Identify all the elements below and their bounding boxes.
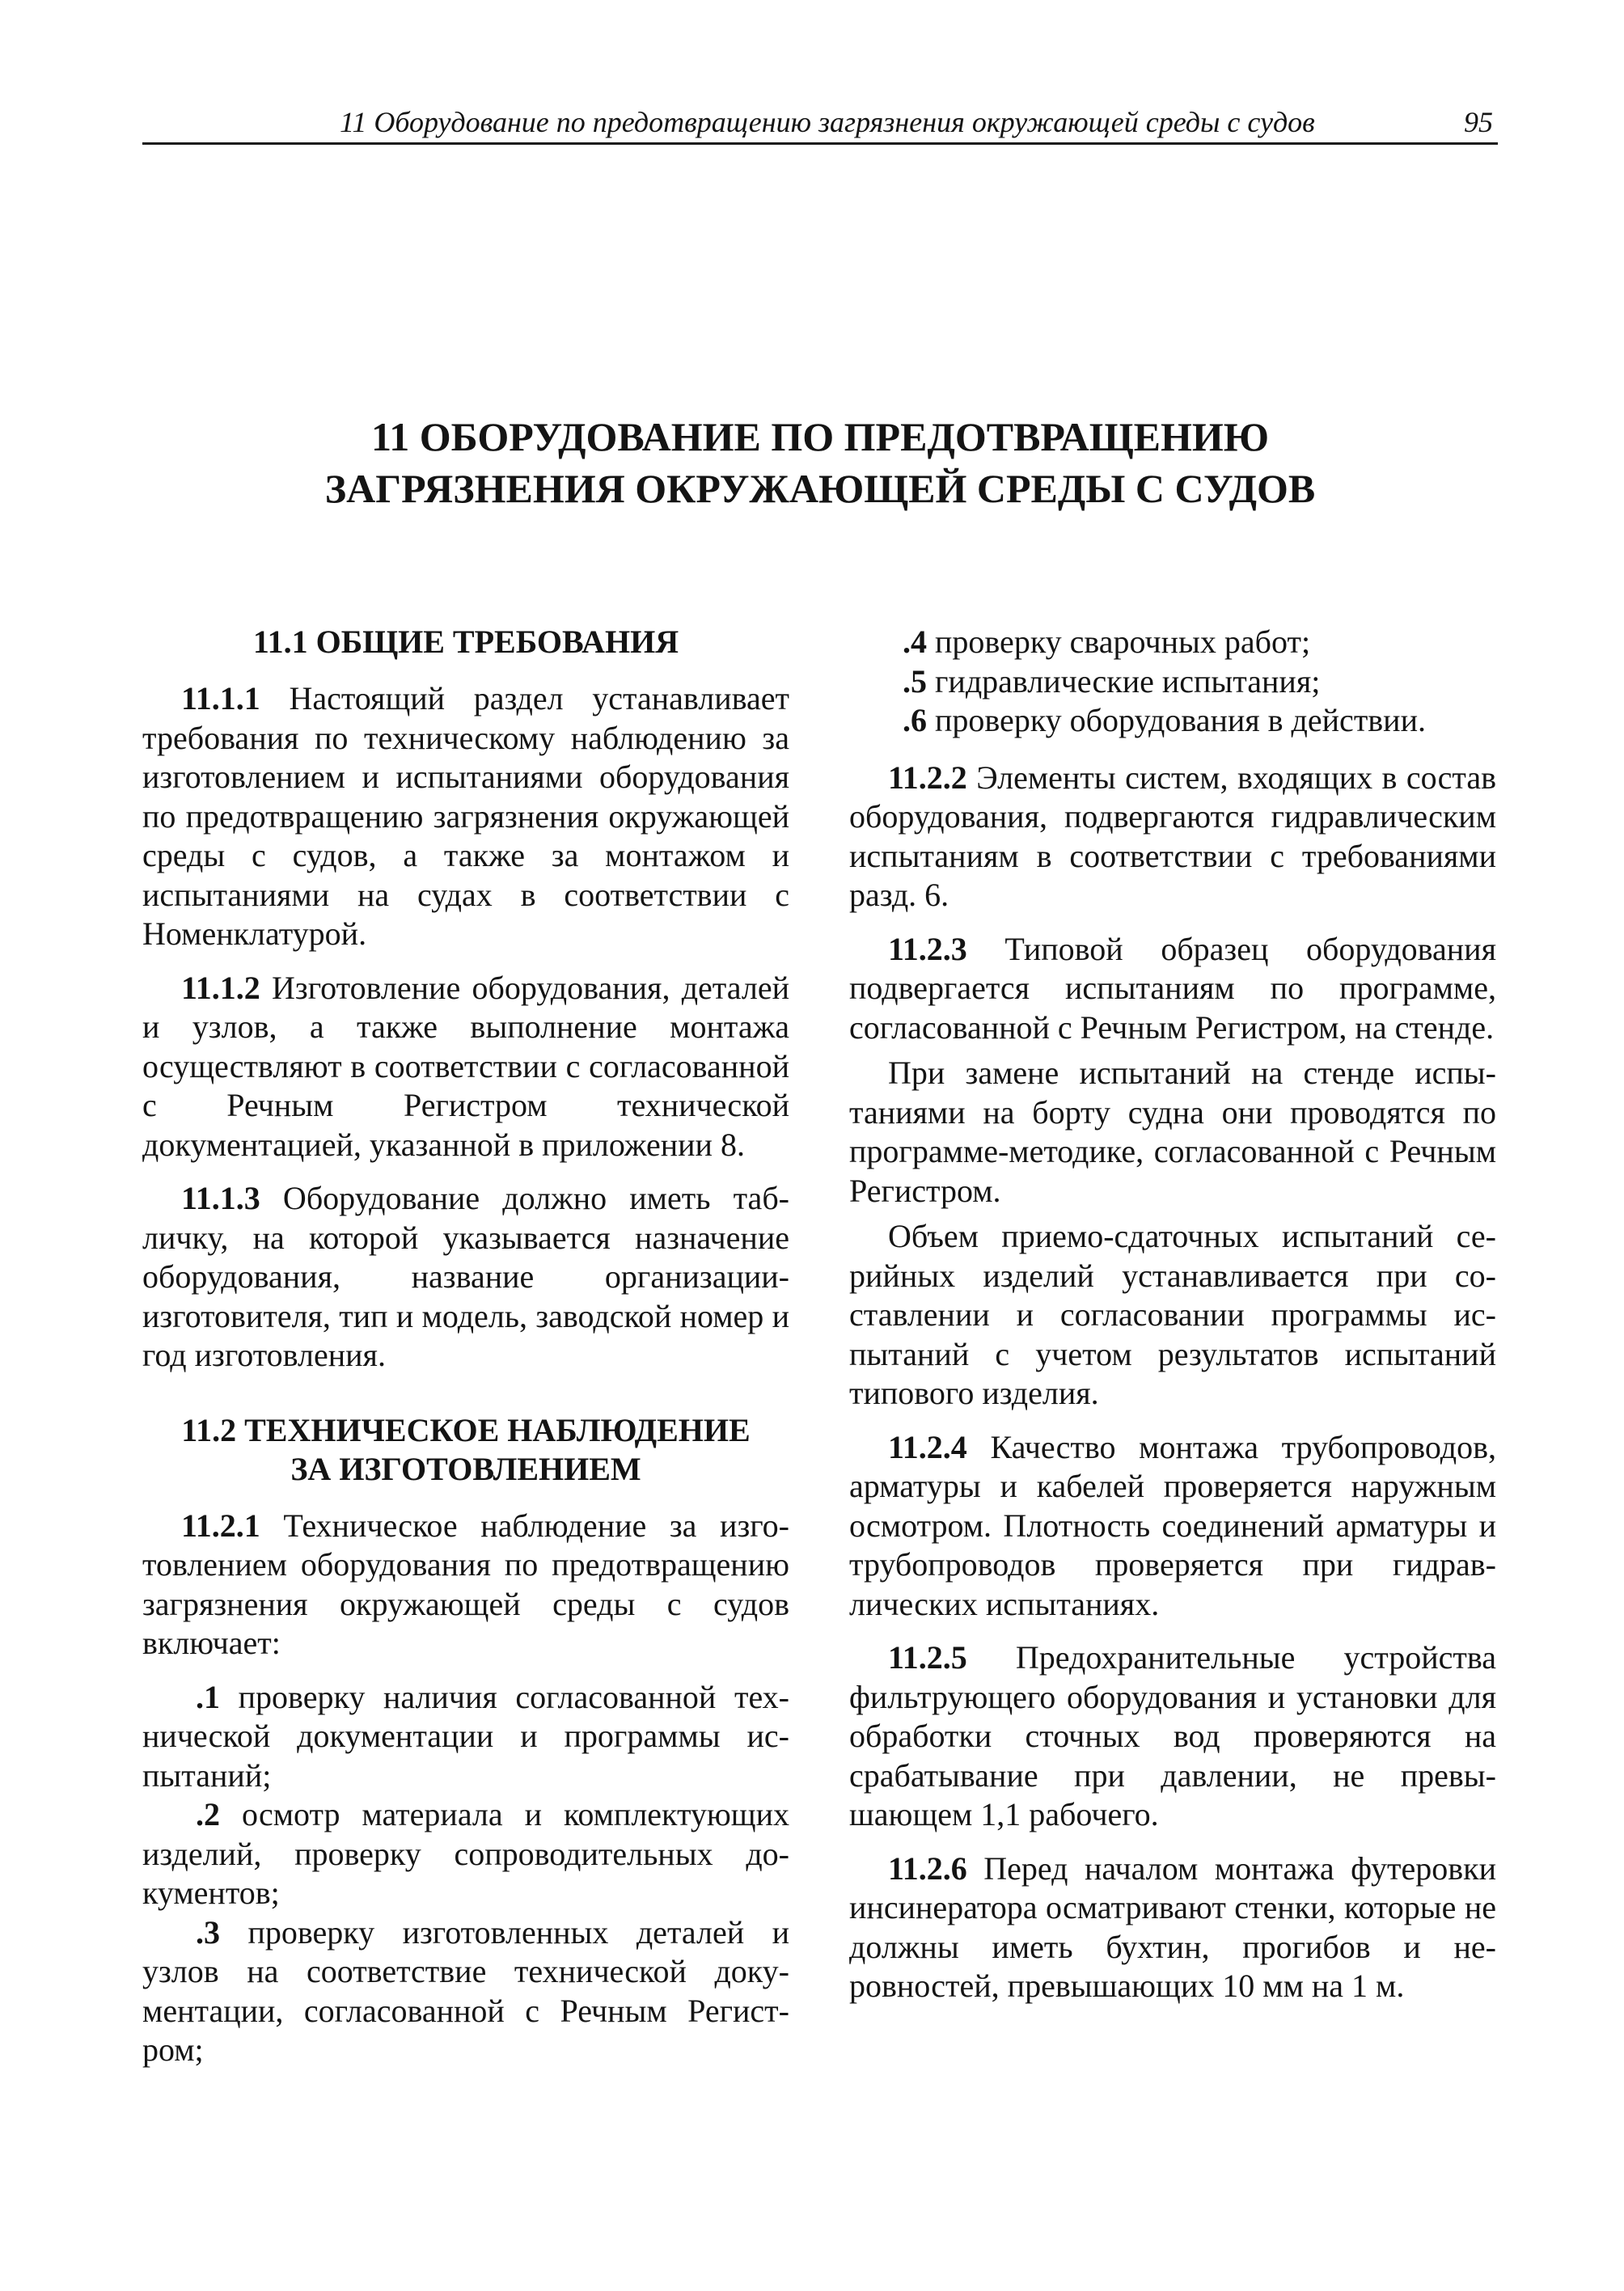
list-item-4 [849,623,1496,662]
clause-number: 11.2.2 [888,759,967,796]
section-heading-11-2-line-2: ЗА ИЗГОТОВЛЕНИЕМ [290,1450,641,1487]
paragraph-11-2-3-continuation-1: При замене испытаний на стенде испытаниями на борту судна они проводятся по программе-методике, согласованной с Речным Регистром. [849,1055,1496,1209]
list-item-text: проверку оборудования в действии. [927,702,1426,738]
list-item-number: .5 [903,662,927,700]
paragraph-11-2-3 [849,930,1496,1048]
clause-text: Оборудование должно иметь табличку, на которой указывается назначение оборудования, название организации-изготовителя, тип и модель, заводской номер и год изготовления. [142,1180,789,1373]
paragraph-11-2-6 [849,1849,1496,2006]
chapter-title [142,411,1498,514]
list-item-number: .4 [903,623,927,660]
clause-text: Настоящий раздел устанавливает требования по техническому наблюдению за изготовлением и испытаниями оборудования по предотвращению загрязнения окружающей среды с судов, а также за монтажом и испытаниями на судах в соответствии с Номенклатурой. [142,680,789,952]
clause-number: 11.2.5 [888,1639,967,1676]
clause-number: 11.1.1 [181,680,260,716]
list-item-6 [849,701,1496,741]
right-column [849,623,1496,2021]
running-header [142,102,1498,145]
left-column [142,623,789,2070]
paragraph-11-2-5 [849,1638,1496,1835]
clause-number: 11.2.1 [181,1507,260,1544]
clause-number: 11.2.4 [888,1428,967,1465]
clause-number: 11.1.3 [181,1180,260,1216]
clause-number: 11.2.6 [888,1849,967,1887]
list-item-text: проверку наличия согласованной технической документации и программы испытаний; [142,1678,789,1794]
list-item-5 [849,662,1496,702]
chapter-title-line-2: ЗАГРЯЗНЕНИЯ ОКРУЖАЮЩЕЙ СРЕДЫ С СУДОВ [324,466,1316,511]
list-item-text: осмотр материала и комплектующих изделий, проверку сопроводительных документов; [142,1796,789,1911]
clause-text: Перед началом монтажа футеровки инсинератора осматривают стенки, которые не должны иметь бухтин, прогибов и неровностей, превышающих 10 мм на 1 м. [849,1849,1496,2004]
clause-number: 11.1.2 [181,969,260,1006]
section-heading-11-2 [142,1411,789,1489]
section-heading-11-1 [142,623,789,662]
list-item-text: гидравлические испытания; [927,662,1321,700]
list-item-number: .6 [903,702,927,738]
list-item-3 [142,1913,789,2070]
paragraph-11-2-1 [142,1507,789,1663]
section-heading-11-1-text: 11.1 ОБЩИЕ ТРЕБОВАНИЯ [252,623,679,660]
clause-text: Качество монтажа трубопроводов, арматуры и кабелей проверяется наружным осмотром. Плотность соединений арматуры и трубопроводов проверяется при гидравлических испытаниях. [849,1428,1496,1622]
clause-text: Изготовление оборудования, деталей и узлов, а также выполнение монтажа осуществляют в соответствии с согласованной с Речным Регистром технической документацией, указанной в приложении 8. [142,969,789,1163]
paragraph-11-2-4 [849,1428,1496,1625]
running-header-title: 11 Оборудование по предотвращению загрязнения окружающей среды с судов [340,106,1315,138]
list-item-text: проверку сварочных работ; [927,623,1311,660]
paragraph-11-1-1 [142,679,789,954]
page-number: 95 [1464,106,1493,138]
list-item-text: проверку изготовленных деталей и узлов на соответствие технической документации, согласованной с Речным Регистром; [142,1913,789,2068]
paragraph-11-1-2 [142,969,789,1165]
clause-text: Типовой образец оборудования подвергается испытаниям по программе, согласованной с Речным Регистром, на стенде. [849,930,1496,1046]
list-item-number: .3 [196,1913,220,1951]
chapter-title-line-1: 11 ОБОРУДОВАНИЕ ПО ПРЕДОТВРАЩЕНИЮ [370,414,1270,459]
clause-text: Техническое наблюдение за изготовлением оборудования по предотвращению загрязнения окружающей среды с судов включает: [142,1507,789,1661]
list-item-1 [142,1678,789,1796]
list-item-2 [142,1795,789,1913]
paragraph-11-2-3-continuation-2: Объем приемо-сдаточных испытаний серийных изделий устанавливается при составлении и согласовании программы испытаний с учетом результатов испытаний типового изделия. [849,1218,1496,1411]
clause-number: 11.2.3 [888,930,967,967]
section-heading-11-2-line-1: 11.2 ТЕХНИЧЕСКОЕ НАБЛЮДЕНИЕ [181,1411,751,1448]
clause-text: Предохранительные устройства фильтрующего оборудования и установки для обработки сточных вод проверяются на срабатывание при давлении, не превышающем 1,1 рабочего. [849,1639,1496,1832]
clause-text: Элементы систем, входящих в состав оборудования, подвергаются гидравлическим испытаниям в соответствии с требованиями разд. 6. [849,759,1496,913]
list-item-number: .2 [196,1796,220,1832]
paragraph-11-1-3 [142,1179,789,1376]
paragraph-11-2-2 [849,759,1496,915]
list-item-number: .1 [196,1678,220,1715]
